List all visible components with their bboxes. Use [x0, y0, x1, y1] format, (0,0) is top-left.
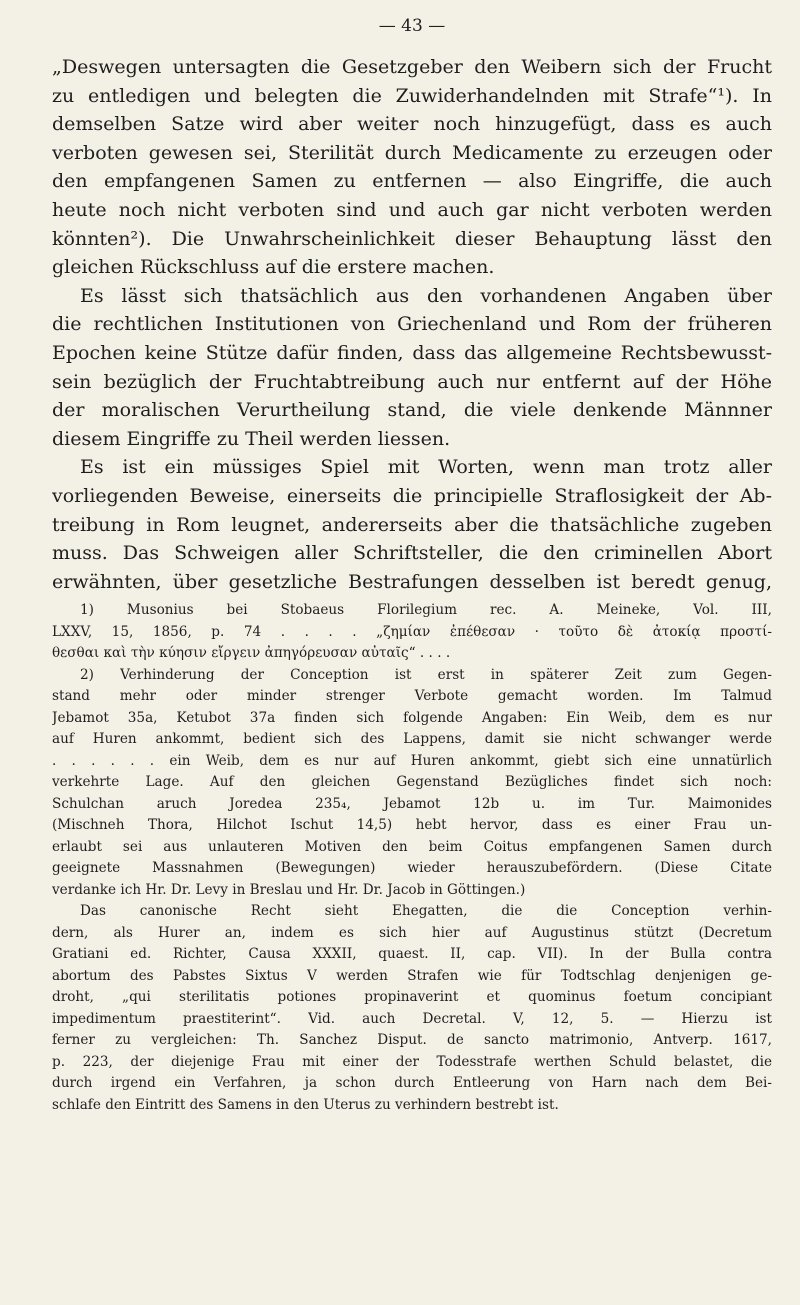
footnote-line: stand mehr oder minder strenger Verbote gemacht worden. Im Talmud — [52, 688, 772, 704]
footnote-line: verkehrte Lage. Auf den gleichen Gegenstand Bezügliches findet sich noch: — [52, 774, 772, 790]
text-line: gleichen Rückschluss auf die erstere machen. — [52, 256, 495, 279]
footnote-line: Das canonische Recht sieht Ehegatten, die die Conception verhin- — [80, 903, 772, 919]
footnote-line: impedimentum praestiterint“. Vid. auch Decretal. V, 12, 5. — Hierzu ist — [52, 1010, 772, 1027]
text-line: Epochen keine Stütze dafür finden, dass das allgemeine Rechtsbewusst- — [52, 341, 772, 364]
footnote-line: durch irgend ein Verfahren, ja schon durch Entleerung von Harn nach dem Bei- — [52, 1075, 772, 1091]
text-line: heute noch nicht verboten sind und auch gar nicht verboten werden — [52, 198, 772, 221]
text-line: erwähnten, über gesetzliche Bestrafungen desselben ist beredt genug, — [52, 570, 772, 593]
footnote-line: LXXV, 15, 1856, p. 74 . . . . „ζημίαν ἐπέθεσαν · τοῦτο δὲ ἀτοκίᾳ προστί- — [52, 623, 772, 640]
text-line: verboten gewesen sei, Sterilität durch Medicamente zu erzeugen oder — [52, 141, 772, 164]
footnote-line: abortum des Pabstes Sixtus V werden Strafen wie für Todtschlag denjenigen ge- — [52, 967, 772, 984]
text-line: den empfangenen Samen zu entfernen — also Eingriffe, die auch — [52, 170, 772, 193]
footnote-line: erlaubt sei aus unlauteren Motiven den beim Coitus empfangenen Samen durch — [52, 838, 772, 855]
text-line: diesem Eingriffe zu Theil werden liessen. — [52, 427, 451, 450]
footnote-line: 1) Musonius bei Stobaeus Florilegium rec. A. Meineke, Vol. III, — [80, 602, 772, 618]
text-line: vorliegenden Beweise, einerseits die principielle Straflosigkeit der Ab- — [52, 484, 772, 507]
text-line: der moralischen Verurtheilung stand, die viele denkende Männner — [52, 399, 772, 422]
footnote-line: Gratiani ed. Richter, Causa XXXII, quaest. II, cap. VII). In der Bulla contra — [52, 946, 772, 962]
footnote-line: auf Huren ankommt, bedient sich des Lappens, damit sie nicht schwanger werde — [52, 731, 772, 747]
footnote-line: schlafe den Eintritt des Samens in den Uterus zu verhindern bestrebt ist. — [52, 1096, 559, 1113]
text-line: Es lässt sich thatsächlich aus den vorhandenen Angaben über — [80, 284, 772, 307]
text-line: sein bezüglich der Fruchtabtreibung auch nur entfernt auf der Höhe — [52, 370, 772, 393]
footnote-line: dern, als Hurer an, indem es sich hier auf Augustinus stützt (Decretum — [52, 924, 772, 941]
footnotes — [52, 600, 772, 1116]
text-line: demselben Satze wird aber weiter noch hinzugefügt, dass es auch — [52, 113, 772, 136]
text-line: muss. Das Schweigen aller Schriftsteller, die den criminellen Abort — [52, 542, 772, 565]
footnote-line: θεσθαι καὶ τὴν κύησιν εἴργειν ἀπηγόρευσαν αὐταῖς“ . . . . — [52, 645, 451, 661]
footnote-line: ferner zu vergleichen: Th. Sanchez Disput. de sancto matrimonio, Antverp. 1617, — [52, 1032, 772, 1048]
footnote-line: verdanke ich Hr. Dr. Levy in Breslau und Hr. Dr. Jacob in Göttingen.) — [52, 881, 526, 898]
text-line: treibung in Rom leugnet, andererseits aber die thatsächliche zugeben — [52, 513, 772, 536]
text-line: könnten²). Die Unwahrscheinlichkeit dieser Behauptung lässt den — [52, 227, 772, 250]
footnote-line: Jebamot 35a, Ketubot 37a finden sich folgende Angaben: Ein Weib, dem es nur — [52, 709, 772, 726]
text-line: „Deswegen untersagten die Gesetzgeber den Weibern sich der Frucht — [52, 56, 772, 78]
page-number: — 43 — — [378, 16, 446, 36]
footnote-line: p. 223, der diejenige Frau mit einer der Todesstrafe werthen Schuld belastet, die — [52, 1053, 772, 1070]
footnote-line: droht, „qui sterilitatis potiones propinaverint et quominus foetum concipiant — [52, 989, 772, 1005]
text-line: Es ist ein müssiges Spiel mit Worten, wenn man trotz aller — [80, 456, 772, 479]
footnote-line: . . . . . . ein Weib, dem es nur auf Huren ankommt, giebt sich eine unnatürlich — [52, 752, 772, 769]
footnote-line: Schulchan aruch Joredea 235₄, Jebamot 12b u. im Tur. Maimonides — [52, 795, 772, 812]
main-text — [52, 53, 772, 596]
footnote-line: (Mischneh Thora, Hilchot Ischut 14,5) hebt hervor, dass es einer Frau un- — [52, 817, 772, 833]
text-line: zu entledigen und belegten die Zuwiderhandelnden mit Strafe“¹). In — [52, 84, 772, 107]
text-line: die rechtlichen Institutionen von Griechenland und Rom der früheren — [52, 313, 772, 336]
footnote-line: 2) Verhinderung der Conception ist erst in späterer Zeit zum Gegen- — [80, 666, 772, 683]
footnote-line: geeignete Massnahmen (Bewegungen) wieder herauszubefördern. (Diese Citate — [52, 860, 772, 876]
